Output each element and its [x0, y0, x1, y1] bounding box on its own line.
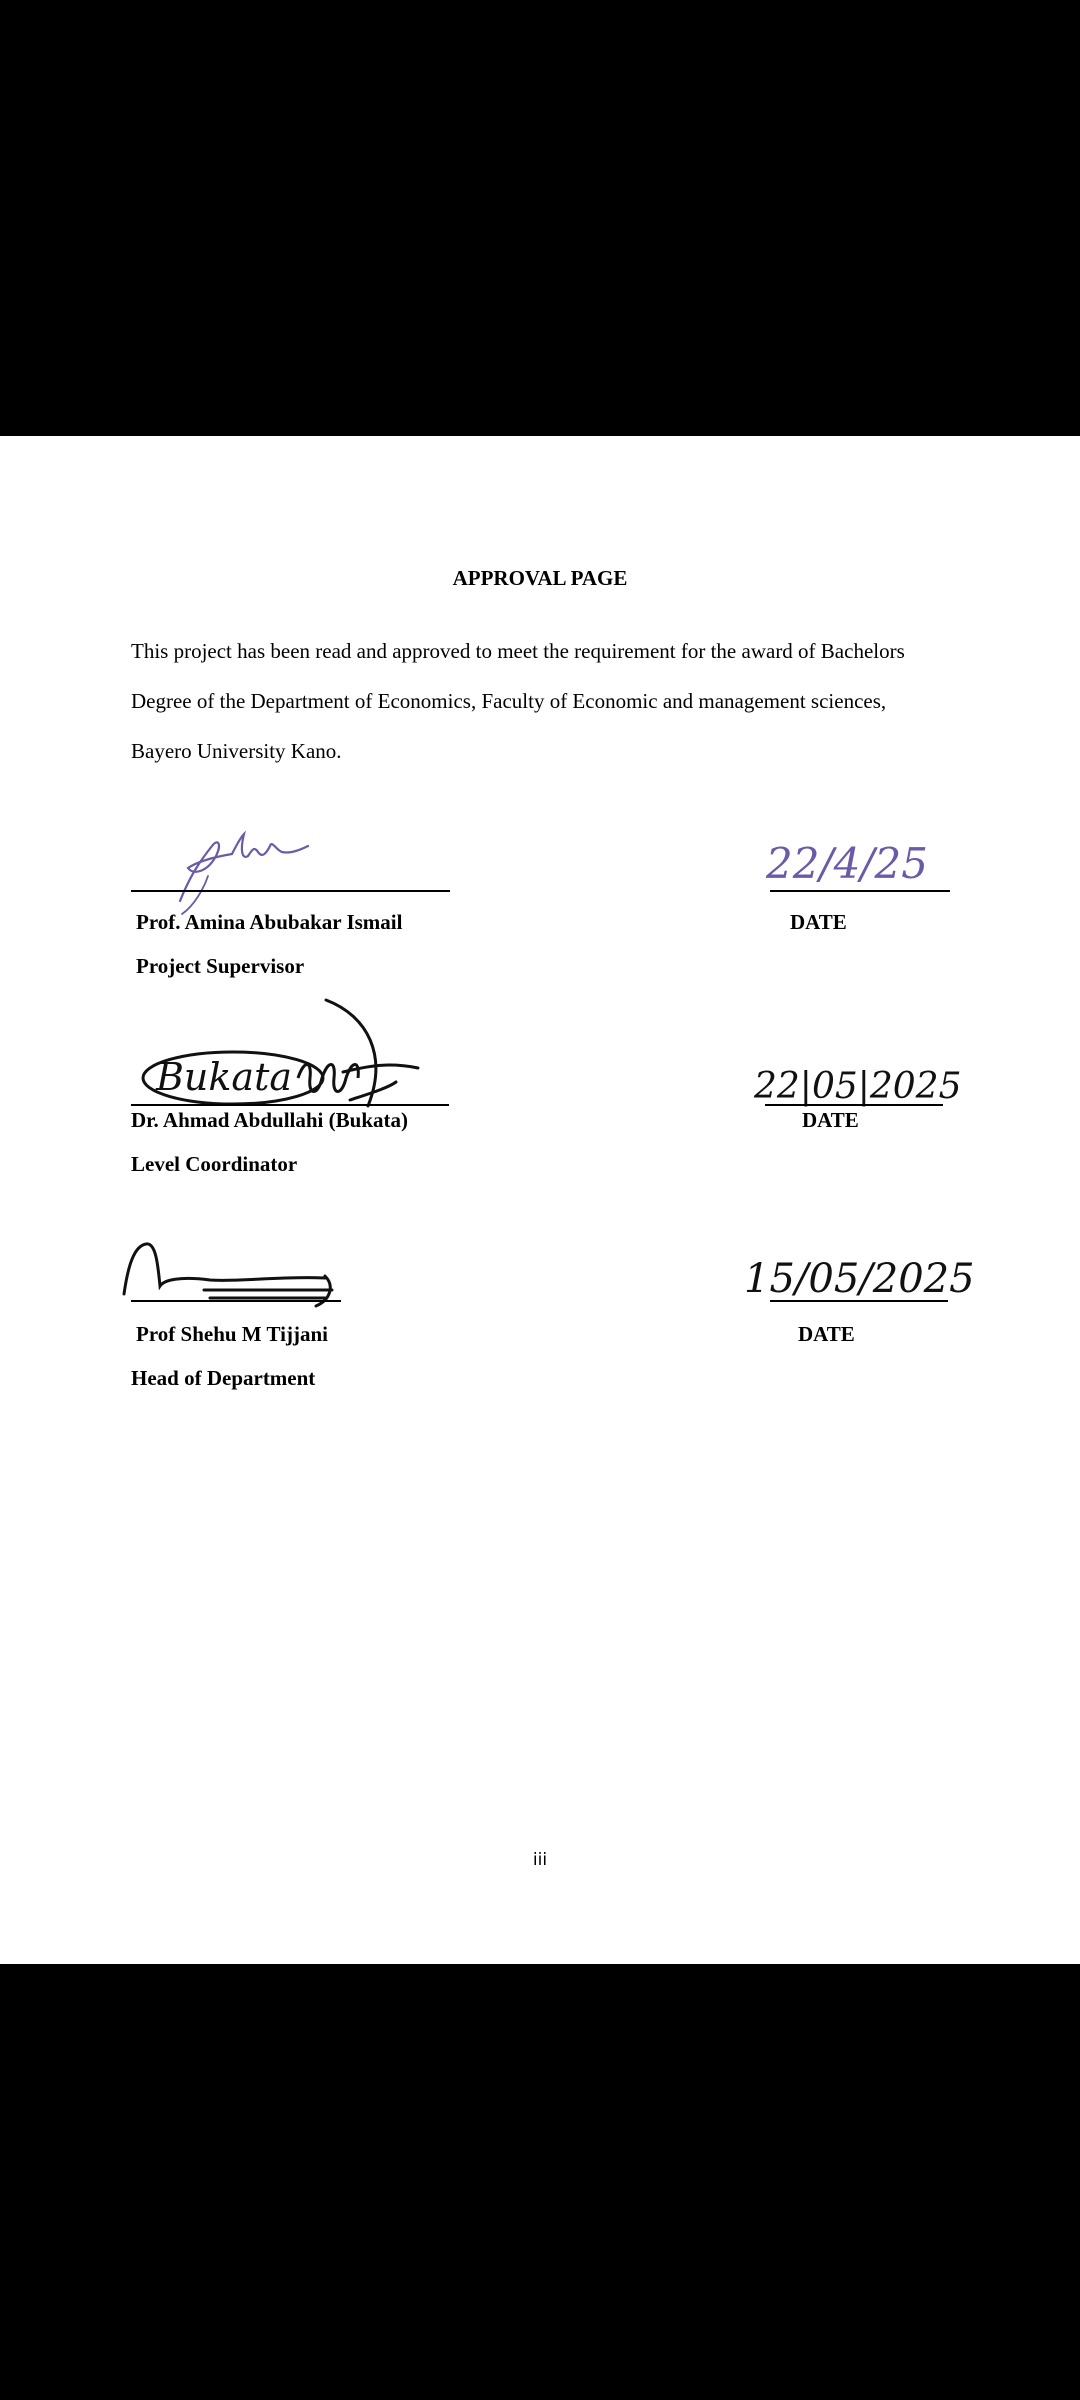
date-label: DATE: [802, 1108, 859, 1132]
signature-head-of-department: [120, 1236, 340, 1316]
svg-text:Bukata: Bukata: [156, 1055, 293, 1099]
signatory-role: Level Coordinator: [131, 1152, 298, 1176]
svg-text:22|05|2025: 22|05|2025: [754, 1066, 962, 1107]
svg-text:22/4/25: 22/4/25: [766, 839, 928, 888]
signatory-role: Head of Department: [131, 1366, 316, 1390]
signature-line: [131, 1300, 341, 1302]
page-number: iii: [532, 1850, 548, 1870]
date-line: [770, 890, 950, 892]
page-title: APPROVAL PAGE: [452, 566, 628, 590]
handwritten-date-2: [750, 1052, 980, 1112]
signatory-role: Project Supervisor: [136, 954, 305, 978]
approval-statement: [131, 626, 971, 776]
svg-text:15/05/2025: 15/05/2025: [744, 1256, 975, 1302]
date-label: DATE: [798, 1322, 855, 1346]
date-label: DATE: [790, 910, 847, 934]
document-page: [0, 436, 1080, 1964]
signatory-name: Prof. Amina Abubakar Ismail: [136, 910, 403, 934]
statement-line: This project has been read and approved to meet the requirement for the award of Bachelors: [131, 639, 905, 663]
handwritten-date-1: [760, 816, 1000, 906]
date-line: [765, 1104, 943, 1106]
signatory-name: Dr. Ahmad Abdullahi (Bukata): [131, 1108, 408, 1132]
date-line: [770, 1300, 948, 1302]
signature-line: [131, 1104, 449, 1106]
signature-supervisor: [160, 816, 320, 916]
statement-line: Degree of the Department of Economics, Faculty of Economic and management sciences,: [131, 689, 887, 713]
signatory-name: Prof Shehu M Tijjani: [136, 1322, 328, 1346]
signature-coordinator: [138, 996, 428, 1116]
statement-line: Bayero University Kano.: [131, 739, 342, 763]
signature-line: [131, 890, 450, 892]
